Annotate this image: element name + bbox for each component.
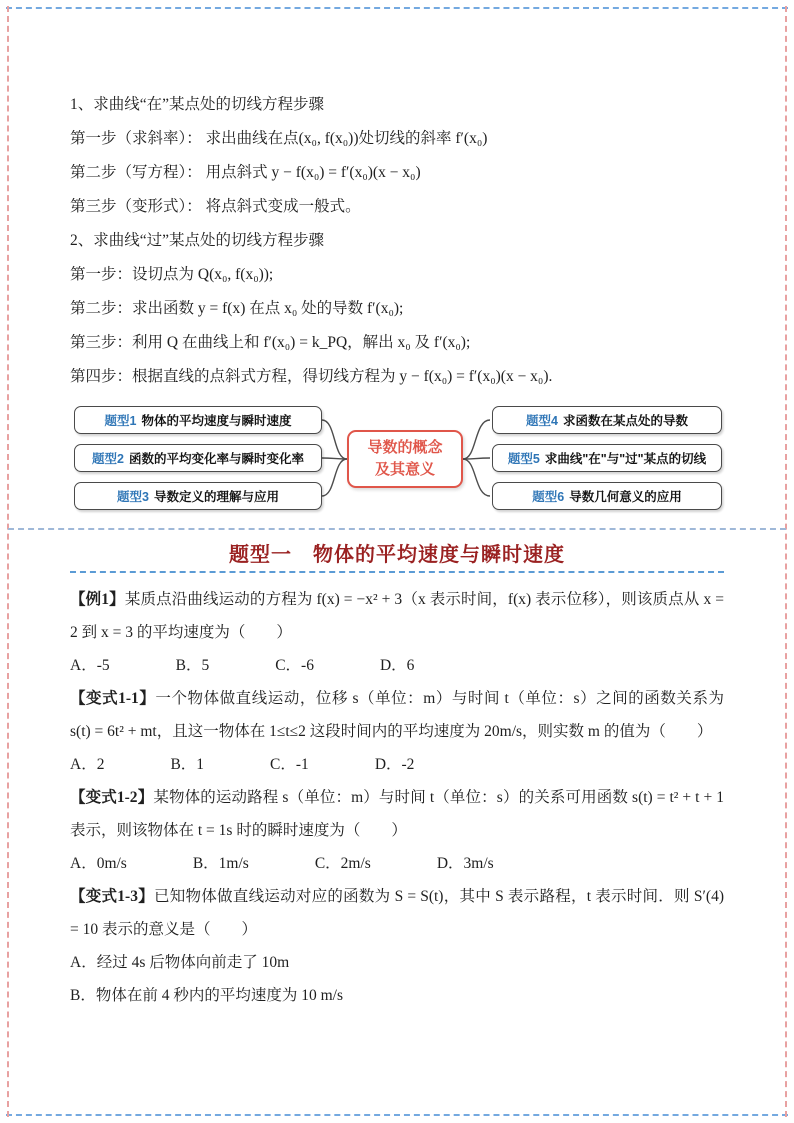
problem-var1-1-options bbox=[70, 748, 724, 781]
option-a: A．2 bbox=[70, 756, 105, 773]
type1-tag: 题型1 bbox=[104, 414, 137, 428]
mindmap-node-type2 bbox=[74, 444, 322, 472]
type1-label: 物体的平均速度与瞬时速度 bbox=[141, 414, 292, 428]
type4-label: 求函数在某点处的导数 bbox=[562, 414, 688, 428]
type5-tag: 题型5 bbox=[507, 452, 540, 466]
page-border-bottom bbox=[6, 1114, 788, 1116]
section-divider-bottom bbox=[70, 571, 724, 573]
option-c: C．2m/s bbox=[314, 855, 371, 872]
problem-var1-2-options bbox=[70, 847, 724, 880]
problem-example1-label: 【例1】 bbox=[70, 591, 125, 608]
problems-section bbox=[70, 583, 724, 1012]
problem-var1-3-option-b: B．物体在前 4 秒内的平均速度为 10 m/s bbox=[70, 987, 343, 1004]
page-border-top bbox=[6, 7, 788, 9]
mindmap-node-type5 bbox=[492, 444, 722, 472]
problem-var1-2-body: 某物体的运动路程 s（单位：m）与时间 t（单位：s）的关系可用函数 s(t) = t² + t + 1 表示，则该物体在 t = 1s 时的瞬时速度为（ ） bbox=[70, 789, 724, 839]
type6-tag: 题型6 bbox=[532, 490, 565, 504]
option-b: B．1m/s bbox=[192, 855, 249, 872]
problem-var1-3-text bbox=[70, 880, 724, 946]
option-b: B．5 bbox=[175, 657, 210, 674]
topic-mindmap bbox=[70, 404, 724, 518]
problem-var1-1-body: 一个物体做直线运动，位移 s（单位：m）与时间 t（单位：s）之间的函数关系为 s(t) = 6t² + mt，且这一物体在 1≤t≤2 这段时间内的平均速度为 20m/s，则实数 m 的值为（ ） bbox=[70, 690, 724, 740]
type5-label: 求曲线"在"与"过"某点的切线 bbox=[544, 452, 707, 466]
type6-label: 导数几何意义的应用 bbox=[569, 490, 682, 504]
center-line-1: 导数的概念 bbox=[367, 439, 443, 457]
mindmap-node-type3 bbox=[74, 482, 322, 510]
option-a: A．0m/s bbox=[70, 855, 127, 872]
mindmap-node-type4 bbox=[492, 406, 722, 434]
type4-tag: 题型4 bbox=[526, 414, 558, 428]
type3-label: 导数定义的理解与应用 bbox=[153, 490, 279, 504]
type3-tag: 题型3 bbox=[117, 490, 149, 504]
mindmap-center-node bbox=[347, 430, 463, 488]
note-line-9: 第四步：根据直线的点斜式方程，得切线方程为 y − f(x₀) = f′(x₀)(x − x₀). bbox=[70, 368, 553, 385]
page-content bbox=[8, 88, 786, 1113]
section-divider-top bbox=[8, 528, 786, 530]
note-line-4: 第三步（变形式）： 将点斜式变成一般式。 bbox=[70, 198, 361, 215]
problem-var1-2-label: 【变式1-2】 bbox=[70, 789, 154, 806]
option-c: C．-6 bbox=[275, 657, 314, 674]
problem-var1-3-label: 【变式1-3】 bbox=[70, 888, 154, 905]
problem-example1-text bbox=[70, 583, 724, 649]
type2-tag: 题型2 bbox=[92, 452, 124, 466]
method-notes bbox=[70, 88, 724, 394]
note-line-7: 第二步：求出函数 y = f(x) 在点 x₀ 处的导数 f′(x₀); bbox=[70, 300, 404, 317]
option-d: D．6 bbox=[379, 657, 415, 674]
option-b: B．1 bbox=[170, 756, 205, 773]
problem-example1-body: 某质点沿曲线运动的方程为 f(x) = −x² + 3（x 表示时间，f(x) 表示位移），则该质点从 x = 2 到 x = 3 的平均速度为（ ） bbox=[70, 591, 724, 641]
option-a: A．-5 bbox=[70, 657, 110, 674]
center-line-2: 及其意义 bbox=[374, 461, 435, 478]
mindmap-node-type1 bbox=[74, 406, 322, 434]
note-line-6: 第一步：设切点为 Q(x₀, f(x₀)); bbox=[70, 266, 274, 283]
type2-label: 函数的平均变化率与瞬时变化率 bbox=[128, 452, 304, 466]
problem-var1-1-label: 【变式1-1】 bbox=[70, 690, 156, 707]
problem-var1-3-body: 已知物体做直线运动对应的函数为 S = S(t)，其中 S 表示路程，t 表示时间．则 S′(4) = 10 表示的意义是（ ） bbox=[70, 888, 724, 938]
option-d: D．3m/s bbox=[436, 855, 494, 872]
note-line-2: 第一步（求斜率）： 求出曲线在点(x₀, f(x₀))处切线的斜率 f′(x₀) bbox=[70, 130, 488, 147]
problem-var1-3-option-a: A．经过 4s 后物体向前走了 10m bbox=[70, 954, 290, 971]
option-c: C．-1 bbox=[270, 756, 309, 773]
note-line-1: 1、求曲线“在”某点处的切线方程步骤 bbox=[70, 96, 325, 113]
note-line-8: 第三步：利用 Q 在曲线上和 f′(x₀) = k_PQ，解出 x₀ 及 f′(x₀); bbox=[70, 334, 471, 351]
note-line-3: 第二步（写方程）： 用点斜式 y − f(x₀) = f′(x₀)(x − x₀) bbox=[70, 164, 421, 181]
problem-var1-2-text bbox=[70, 781, 724, 847]
note-line-5: 2、求曲线“过”某点处的切线方程步骤 bbox=[70, 232, 325, 249]
problem-example1-options bbox=[70, 649, 724, 682]
mindmap-node-type6 bbox=[492, 482, 722, 510]
option-d: D．-2 bbox=[374, 756, 415, 773]
problem-var1-1-text bbox=[70, 682, 724, 748]
section-title: 题型一 物体的平均速度与瞬时速度 bbox=[229, 544, 565, 566]
